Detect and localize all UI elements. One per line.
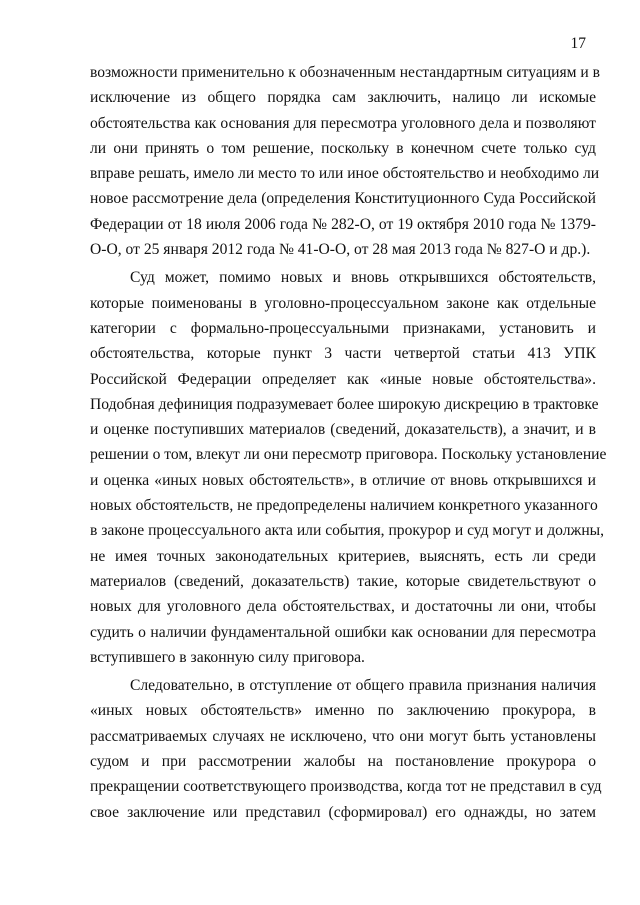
- text-line: Следовательно, в отступление от общего правила признания наличия: [130, 677, 596, 695]
- text-line: Федерации от 18 июля 2006 года № 282-О, от 19 октября 2010 года № 1379-: [90, 215, 596, 233]
- text-line: обстоятельства, которые пункт 3 части четвертой статьи 413 УПК: [90, 345, 596, 363]
- text-line: не имея точных законодательных критериев, выяснять, есть ли среди: [90, 547, 596, 565]
- text-line: О-О, от 25 января 2012 года № 41-О-О, от 28 мая 2013 года № 827-О и др.).: [90, 241, 591, 259]
- page-number: 17: [570, 35, 586, 52]
- text-line: категории с формально-процессуальными признаками, установить и: [90, 319, 596, 337]
- text-line: свое заключение или представил (сформировал) его однажды, но затем: [90, 803, 596, 821]
- text-line: судить о наличии фундаментальной ошибки как основании для пересмотра: [90, 623, 596, 641]
- paragraph: [90, 265, 607, 670]
- text-line: возможности применительно к обозначенным нестандартным ситуациям и в: [90, 64, 601, 81]
- text-line: новых для уголовного дела обстоятельствах, и достаточны ли они, чтобы: [90, 598, 596, 616]
- document-body: [90, 60, 607, 825]
- text-line: ли они принять о том решение, поскольку в конечном счете только суд: [90, 139, 596, 157]
- text-line: в законе процессуального акта или события, прокурор и суд могут и должны,: [90, 522, 605, 540]
- text-line: и оценке поступивших материалов (сведений, доказательств), а значит, и в: [90, 421, 596, 439]
- text-line: которые поименованы в уголовно-процессуальном законе как отдельные: [90, 294, 596, 312]
- text-line: материалов (сведений, доказательств) такие, которые свидетельствуют о: [90, 572, 596, 590]
- text-line: рассматриваемых случаях не исключено, что они могут быть установлены: [90, 727, 596, 745]
- text-line: судом и при рассмотрении жалобы на постановление прокурора о: [90, 753, 596, 771]
- text-line: новое рассмотрение дела (определения Конституционного Суда Российской: [90, 190, 596, 208]
- text-line: Суд может, помимо новых и вновь открывшихся обстоятельств,: [130, 269, 596, 287]
- paragraph: [90, 673, 602, 825]
- text-line: обстоятельства как основания для пересмотра уголовного дела и позволяют: [90, 114, 596, 132]
- text-line: и оценка «иных новых обстоятельств», в отличие от вновь открывшихся и: [90, 471, 596, 489]
- text-line: вправе решать, имело ли место то или иное обстоятельство и необходимо ли: [90, 165, 600, 183]
- text-line: Российской Федерации определяет как «иные новые обстоятельства».: [90, 370, 596, 388]
- text-line: «иных новых обстоятельств» именно по заключению прокурора, в: [90, 702, 596, 720]
- text-line: решении о том, влекут ли они пересмотр приговора. Поскольку установление: [90, 446, 607, 464]
- text-line: Подобная дефиниция подразумевает более широкую дискрецию в трактовке: [90, 395, 599, 413]
- text-line: новых обстоятельств, не предопределены наличием конкретного указанного: [90, 497, 598, 515]
- paragraph: [90, 60, 601, 262]
- text-line: вступившего в законную силу приговора.: [90, 648, 365, 666]
- text-line: исключение из общего порядка сам заключить, налицо ли искомые: [90, 89, 596, 107]
- text-line: прекращении соответствующего производства, когда тот не представил в суд: [90, 778, 602, 796]
